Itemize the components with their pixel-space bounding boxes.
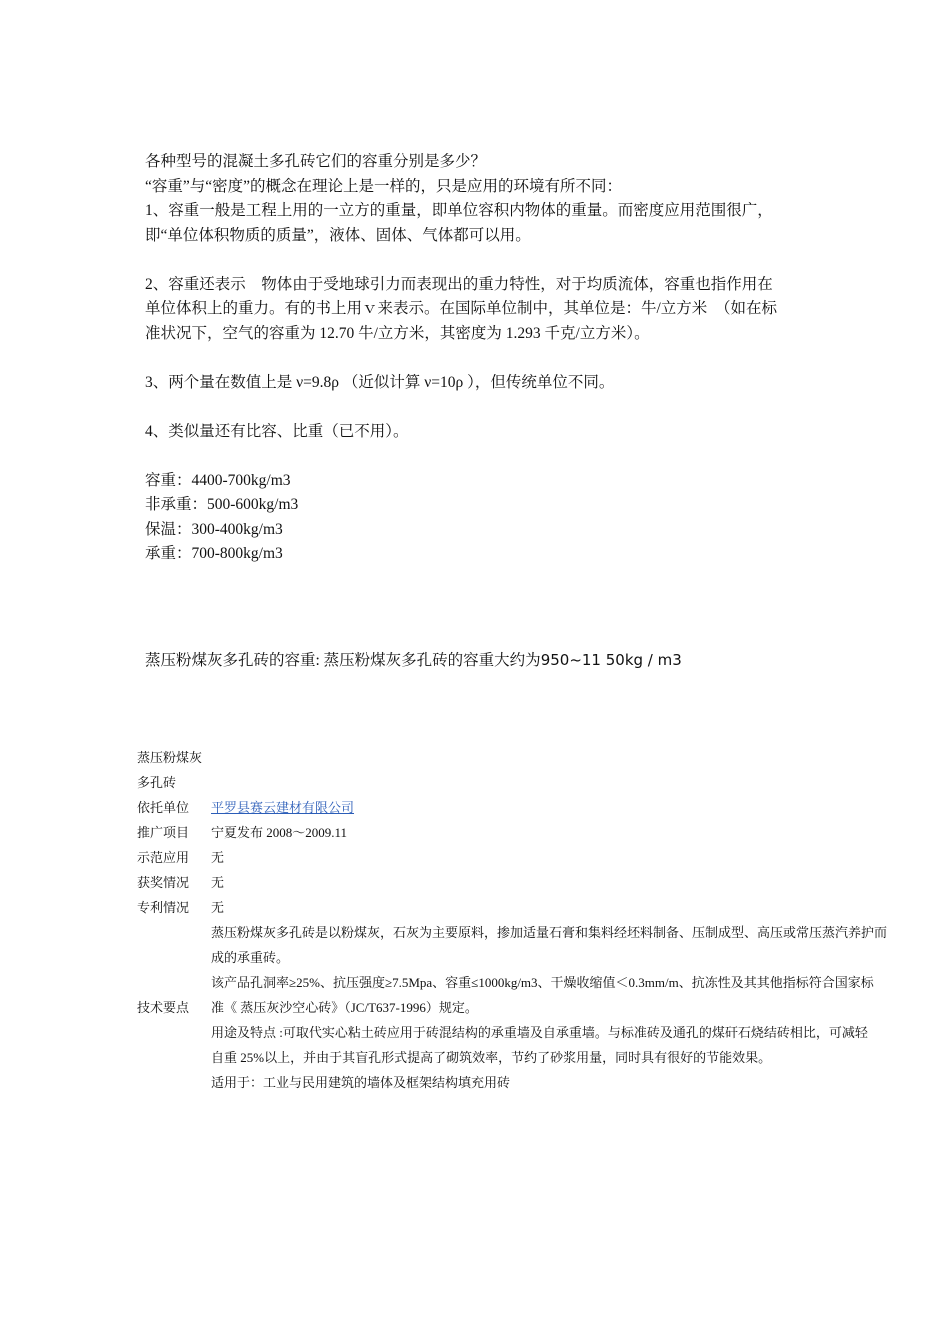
tech-line: 自重 25%以上，并由于其盲孔形式提高了砌筑效率，节约了砂浆用量，同时具有很好的节能效果。 xyxy=(211,1050,772,1065)
tech-line: 准《 蒸压灰沙空心砖》（JC/T637-1996）规定。 xyxy=(211,1000,478,1015)
table-row xyxy=(137,920,941,1095)
tech-line: 该产品孔洞率≥25%、抗压强度≥7.5Mpa、容重≤1000kg/m3、干燥收缩值＜0.3mm/m、抗冻性及其其他指标符合国家标 xyxy=(211,975,874,990)
product-info-table xyxy=(137,745,941,1095)
spacer xyxy=(145,346,825,371)
row-value: 无 xyxy=(211,900,225,915)
point2-line1: 2、容重还表示 物体由于受地球引力而表现出的重力特性，对于均质流体，容重也指作用在 xyxy=(145,275,773,293)
row-label: 专利情况 xyxy=(137,900,190,915)
question-heading: 各种型号的混凝土多孔砖它们的容重分别是多少？ xyxy=(145,153,487,170)
point4-text: 4、类似量还有比容、比重（已不用）。 xyxy=(145,422,409,440)
intro-text: “容重”与“密度”的概念在理论上是一样的，只是应用的环境有所不同： xyxy=(145,177,623,195)
row-label: 依托单位 xyxy=(137,800,190,815)
table-row xyxy=(137,795,941,820)
table-row xyxy=(137,845,941,870)
row-label: 获奖情况 xyxy=(137,875,190,890)
density-item: 承重：700-800kg/m3 xyxy=(145,545,283,562)
density-item: 容重：4400-700kg/m3 xyxy=(145,471,291,489)
density-item: 非承重：500-600kg/m3 xyxy=(145,496,299,513)
company-link[interactable]: 平罗县赛云建材有限公司 xyxy=(211,800,355,815)
spacer xyxy=(145,444,825,469)
point1-line2: 即“单位体积物质的质量”，液体、固体、气体都可以用。 xyxy=(145,226,531,244)
table-row xyxy=(137,820,941,845)
row-value: 宁夏发布 2008～2009.11 xyxy=(211,825,348,840)
table-row xyxy=(137,870,941,895)
point2-line2: 单位体积上的重力。有的书上用ｖ来表示。在国际单位制中，其单位是：牛/立方米 （如在标 xyxy=(145,300,778,317)
spacer xyxy=(145,395,825,420)
article-body xyxy=(145,150,825,567)
table-row xyxy=(137,770,941,795)
product-name-line2: 多孔砖 xyxy=(137,775,177,790)
summary-text: 蒸压粉煤灰多孔砖的容重: 蒸压粉煤灰多孔砖的容重大约为 xyxy=(145,652,541,669)
density-summary xyxy=(145,648,682,670)
point1-line1: 1、容重一般是工程上用的一立方的重量，即单位容积内物体的重量。而密度应用范围很广， xyxy=(145,202,773,219)
density-item: 保温：300-400kg/m3 xyxy=(145,520,283,538)
table-row xyxy=(137,895,941,920)
table-row xyxy=(137,745,941,770)
tech-line: 用途及特点 :可取代实心粘土砖应用于砖混结构的承重墙及自承重墙。与标准砖及通孔的煤矸石烧结砖相比，可减轻 xyxy=(211,1025,868,1040)
spacer xyxy=(145,248,825,273)
row-value: 无 xyxy=(211,850,225,865)
tech-line: 成的承重砖。 xyxy=(211,950,290,965)
row-label: 推广项目 xyxy=(137,825,190,840)
summary-value: 950~11 50kg / m3 xyxy=(540,651,682,669)
tech-label: 技术要点 xyxy=(137,1000,190,1015)
tech-details xyxy=(211,920,941,1095)
tech-line: 蒸压粉煤灰多孔砖是以粉煤灰，石灰为主要原料，掺加适量石膏和集料经坯料制备、压制成型、高压或常压蒸汽养护而 xyxy=(211,925,888,940)
row-label: 示范应用 xyxy=(137,850,190,865)
row-value: 无 xyxy=(211,875,225,890)
product-name-line1: 蒸压粉煤灰 xyxy=(137,750,203,765)
point2-line3: 准状况下，空气的容重为 12.70 牛/立方米，其密度为 1.293 千克/立方米）。 xyxy=(145,324,650,342)
point3-text: 3、两个量在数值上是 ν=9.8ρ （近似计算 ν=10ρ ），但传统单位不同。 xyxy=(145,373,615,391)
tech-line: 适用于：工业与民用建筑的墙体及框架结构填充用砖 xyxy=(211,1075,511,1090)
